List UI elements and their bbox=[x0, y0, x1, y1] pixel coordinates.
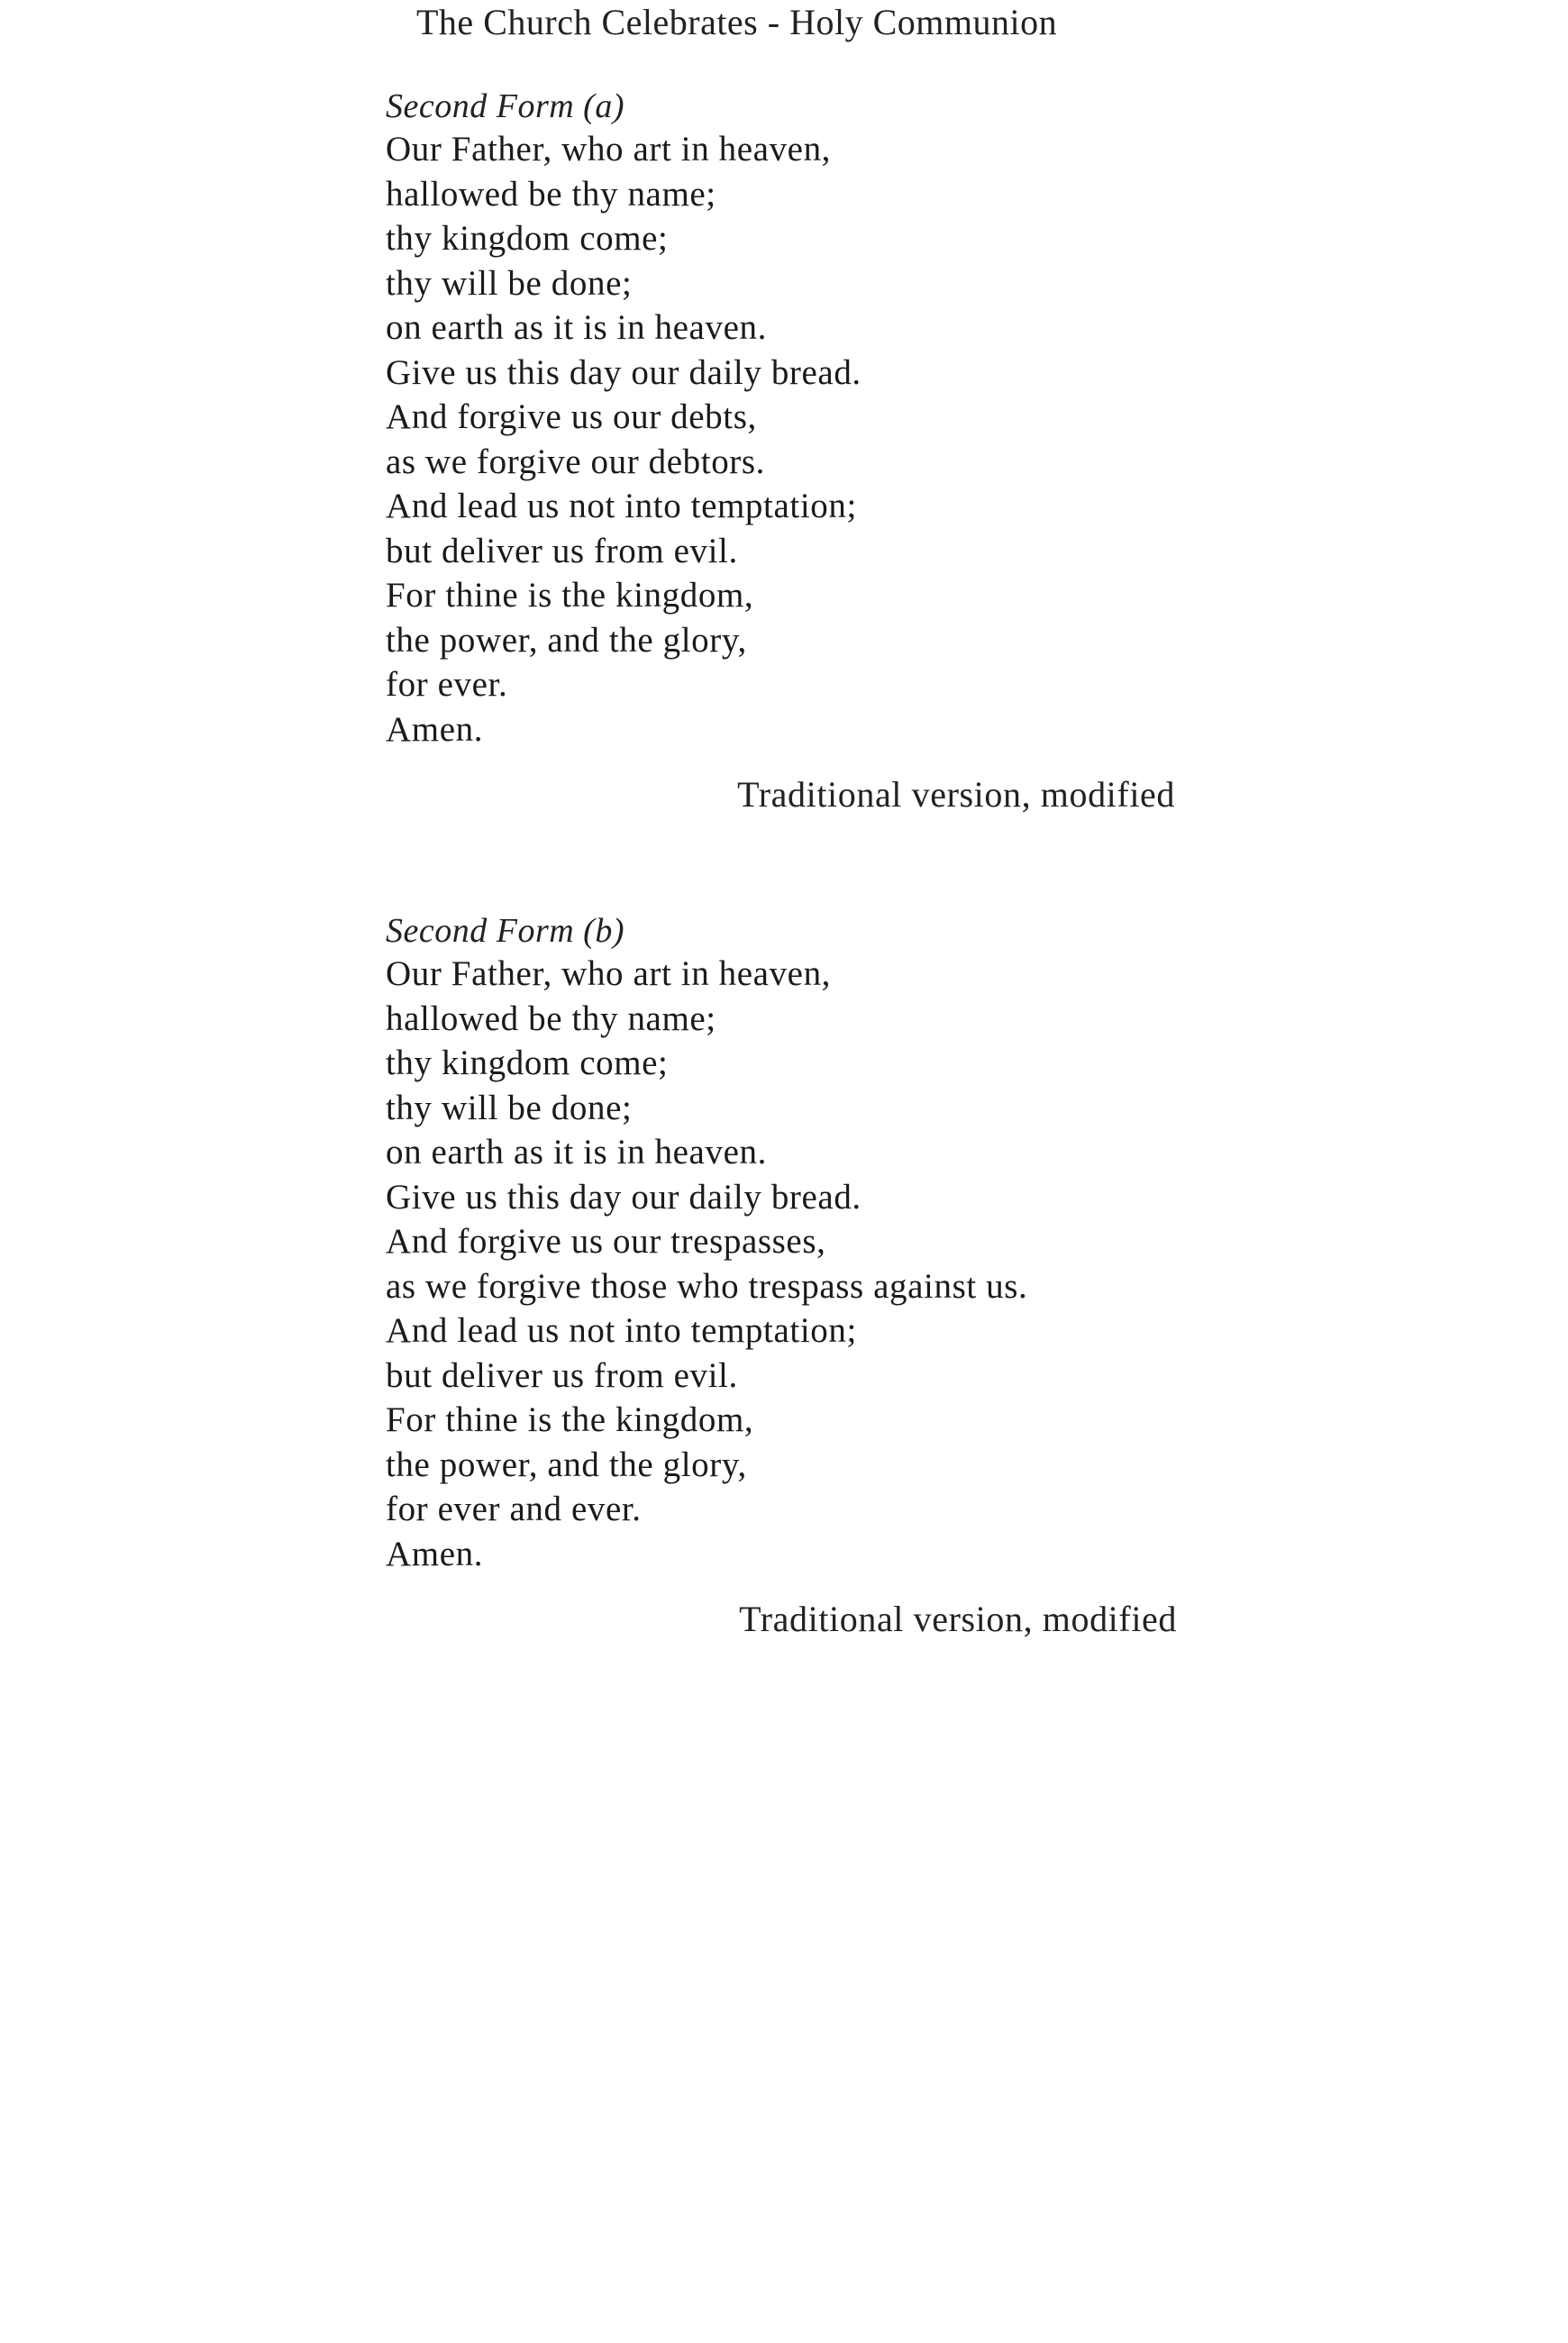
prayer-line: as we forgive those who trespass against us. bbox=[386, 1266, 1028, 1306]
prayer-line: hallowed be thy name; bbox=[386, 174, 716, 214]
source-attribution: Traditional version, modified bbox=[739, 1599, 1177, 1639]
prayer-line: but deliver us from evil. bbox=[386, 1355, 738, 1395]
prayer-line: thy kingdom come; bbox=[386, 1044, 669, 1082]
prayer-line: thy kingdom come; bbox=[386, 219, 669, 258]
prayer-section-b bbox=[386, 910, 1197, 1639]
prayer-line: Give us this day our daily bread. bbox=[386, 1177, 861, 1217]
prayer-line: And forgive us our trespasses, bbox=[386, 1222, 826, 1261]
running-head: The Church Celebrates - Holy Communion bbox=[416, 2, 1058, 42]
prayer-text bbox=[386, 952, 1197, 1576]
prayer-line: For thine is the kingdom, bbox=[386, 1400, 754, 1439]
prayer-line: Amen. bbox=[386, 1534, 484, 1573]
prayer-line: on earth as it is in heaven. bbox=[386, 308, 767, 347]
prayer-line: on earth as it is in heaven. bbox=[386, 1133, 767, 1172]
prayer-line: but deliver us from evil. bbox=[386, 531, 738, 570]
prayer-line: hallowed be thy name; bbox=[386, 998, 716, 1038]
section-label: Second Form (b) bbox=[386, 912, 624, 950]
section-label: Second Form (a) bbox=[386, 87, 624, 125]
prayer-line: Our Father, who art in heaven, bbox=[386, 954, 832, 993]
prayer-line: the power, and the glory, bbox=[386, 620, 747, 660]
prayer-line: for ever. bbox=[386, 665, 508, 704]
prayer-line: For thine is the kingdom, bbox=[386, 576, 754, 615]
prayer-line: And lead us not into temptation; bbox=[386, 487, 857, 525]
prayer-line: Amen. bbox=[386, 709, 484, 749]
prayer-line: the power, and the glory, bbox=[386, 1445, 747, 1484]
prayer-line: Our Father, who art in heaven, bbox=[386, 130, 832, 169]
prayer-text bbox=[386, 127, 1197, 752]
prayer-line: thy will be done; bbox=[386, 263, 633, 303]
prayer-line: for ever and ever. bbox=[386, 1490, 642, 1528]
source-attribution: Traditional version, modified bbox=[737, 774, 1175, 815]
prayer-line: thy will be done; bbox=[386, 1088, 633, 1127]
prayer-line: And lead us not into temptation; bbox=[386, 1311, 857, 1350]
prayer-line: And forgive us our debts, bbox=[386, 397, 757, 436]
prayer-line: Give us this day our daily bread. bbox=[386, 352, 861, 392]
prayer-line: as we forgive our debtors. bbox=[386, 442, 766, 481]
prayer-section-a bbox=[386, 86, 1197, 815]
